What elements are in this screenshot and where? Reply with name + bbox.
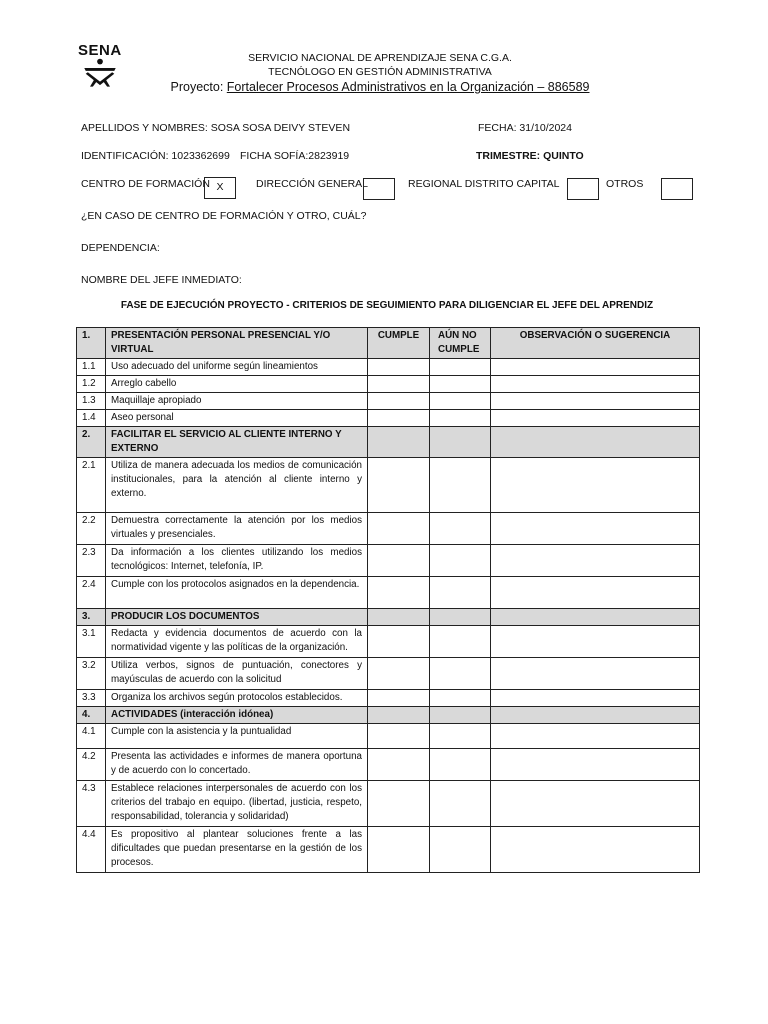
ficha-field: FICHA SOFÍA:2823919	[240, 150, 350, 162]
criteria-row	[77, 513, 700, 545]
institution-title: SERVICIO NACIONAL DE APRENDIZAJE SENA C.G.A.	[248, 52, 512, 64]
criteria-number: 2.1	[77, 458, 106, 513]
no-cumple-cell[interactable]	[430, 545, 491, 577]
no-cumple-cell[interactable]	[430, 827, 491, 873]
observation-cell[interactable]	[491, 781, 700, 827]
observation-cell[interactable]	[491, 827, 700, 873]
observation-cell[interactable]	[491, 393, 700, 410]
criteria-row	[77, 393, 700, 410]
criteria-text: Es propositivo al plantear soluciones frente a las dificultades que puedan presentarse en la gestión de los procesos.	[106, 827, 368, 873]
criteria-row	[77, 376, 700, 393]
section-title: PRESENTACIÓN PERSONAL PRESENCIAL Y/O VIRTUAL	[106, 328, 368, 359]
col-obs-header: OBSERVACIÓN O SUGERENCIA	[491, 328, 700, 359]
no-cumple-cell[interactable]	[430, 427, 491, 458]
observation-cell[interactable]	[491, 545, 700, 577]
no-cumple-cell[interactable]	[430, 658, 491, 690]
criteria-number: 2.3	[77, 545, 106, 577]
criteria-number: 4.1	[77, 724, 106, 749]
cumple-cell[interactable]	[368, 749, 430, 781]
cumple-cell[interactable]	[368, 707, 430, 724]
criteria-text: Uso adecuado del uniforme según lineamientos	[106, 359, 368, 376]
observation-cell[interactable]	[491, 658, 700, 690]
criteria-text: Presenta las actividades e informes de manera oportuna y de acuerdo con lo concertado.	[106, 749, 368, 781]
cumple-cell[interactable]	[368, 577, 430, 609]
cumple-cell[interactable]	[368, 513, 430, 545]
project-line	[140, 80, 620, 94]
jefe-field: NOMBRE DEL JEFE INMEDIATO:	[81, 274, 242, 286]
criteria-row	[77, 690, 700, 707]
cumple-cell[interactable]	[368, 724, 430, 749]
criteria-number: 3.1	[77, 626, 106, 658]
no-cumple-cell[interactable]	[430, 359, 491, 376]
no-cumple-cell[interactable]	[430, 513, 491, 545]
criteria-text: Cumple con los protocolos asignados en la dependencia.	[106, 577, 368, 609]
trimestre-field: TRIMESTRE: QUINTO	[476, 150, 584, 162]
section-row	[77, 427, 700, 458]
section-number: 2.	[77, 427, 106, 458]
criteria-row	[77, 410, 700, 427]
no-cumple-cell[interactable]	[430, 724, 491, 749]
criteria-text: Aseo personal	[106, 410, 368, 427]
section-row	[77, 328, 700, 359]
criteria-text: Redacta y evidencia documentos de acuerdo con la normatividad vigente y las políticas de la organización.	[106, 626, 368, 658]
criteria-number: 1.1	[77, 359, 106, 376]
project-name: Fortalecer Procesos Administrativos en la Organización – 886589	[226, 80, 590, 94]
criteria-number: 2.2	[77, 513, 106, 545]
criteria-row	[77, 749, 700, 781]
criteria-number: 4.2	[77, 749, 106, 781]
phase-title: FASE DE EJECUCIÓN PROYECTO - CRITERIOS DE SEGUIMIENTO PARA DILIGENCIAR EL JEFE DEL APRENDIZ	[120, 300, 654, 311]
observation-cell[interactable]	[491, 577, 700, 609]
id-field: IDENTIFICACIÓN: 1023362699	[81, 150, 230, 162]
sena-logo-text: SENA	[78, 42, 122, 59]
project-label: Proyecto:	[170, 80, 224, 94]
no-cumple-cell[interactable]	[430, 690, 491, 707]
section-number: 1.	[77, 328, 106, 359]
observation-cell[interactable]	[491, 724, 700, 749]
name-field: APELLIDOS Y NOMBRES: SOSA SOSA DEIVY STEVEN	[81, 122, 351, 134]
cumple-cell[interactable]	[368, 410, 430, 427]
cual-question: ¿EN CASO DE CENTRO DE FORMACIÓN Y OTRO, CUÁL?	[81, 210, 367, 222]
no-cumple-cell[interactable]	[430, 707, 491, 724]
regional-checkbox[interactable]	[567, 178, 599, 200]
cumple-cell[interactable]	[368, 393, 430, 410]
observation-cell[interactable]	[491, 376, 700, 393]
observation-cell[interactable]	[491, 707, 700, 724]
no-cumple-cell[interactable]	[430, 458, 491, 513]
criteria-text: Utiliza verbos, signos de puntuación, conectores y mayúsculas de acuerdo con la solicitud	[106, 658, 368, 690]
criteria-text: Organiza los archivos según protocolos establecidos.	[106, 690, 368, 707]
observation-cell[interactable]	[491, 427, 700, 458]
observation-cell[interactable]	[491, 690, 700, 707]
observation-cell[interactable]	[491, 458, 700, 513]
centro-checkbox[interactable]: X	[204, 177, 236, 199]
criteria-number: 1.4	[77, 410, 106, 427]
program-title: TECNÓLOGO EN GESTIÓN ADMINISTRATIVA	[268, 66, 492, 78]
criteria-number: 4.4	[77, 827, 106, 873]
col-cumple-header: CUMPLE	[368, 328, 430, 359]
otros-label: OTROS	[606, 178, 644, 190]
criteria-number: 1.3	[77, 393, 106, 410]
criteria-row	[77, 724, 700, 749]
observation-cell[interactable]	[491, 626, 700, 658]
criteria-text: Demuestra correctamente la atención por los medios virtuales y presenciales.	[106, 513, 368, 545]
criteria-text: Da información a los clientes utilizando los medios tecnológicos: Internet, telefonía, IP.	[106, 545, 368, 577]
cumple-cell[interactable]	[368, 781, 430, 827]
cumple-cell[interactable]	[368, 626, 430, 658]
criteria-number: 3.3	[77, 690, 106, 707]
no-cumple-cell[interactable]	[430, 749, 491, 781]
criteria-number: 2.4	[77, 577, 106, 609]
section-row	[77, 707, 700, 724]
cumple-cell[interactable]	[368, 609, 430, 626]
criteria-text: Utiliza de manera adecuada los medios de comunicación institucionales, para la atención al cliente interno y externo.	[106, 458, 368, 513]
no-cumple-cell[interactable]	[430, 376, 491, 393]
criteria-row	[77, 458, 700, 513]
col-no-cumple-header: AÚN NO CUMPLE	[430, 328, 491, 359]
cumple-cell[interactable]	[368, 827, 430, 873]
observation-cell[interactable]	[491, 410, 700, 427]
observation-cell[interactable]	[491, 609, 700, 626]
no-cumple-cell[interactable]	[430, 410, 491, 427]
criteria-table	[76, 327, 700, 873]
cumple-cell[interactable]	[368, 545, 430, 577]
criteria-row	[77, 626, 700, 658]
section-title: ACTIVIDADES (interacción idónea)	[106, 707, 368, 724]
direccion-label: DIRECCIÓN GENERAL	[256, 178, 369, 190]
criteria-row	[77, 577, 700, 609]
otros-checkbox[interactable]	[661, 178, 693, 200]
no-cumple-cell[interactable]	[430, 577, 491, 609]
cumple-cell[interactable]	[368, 359, 430, 376]
section-title: FACILITAR EL SERVICIO AL CLIENTE INTERNO Y EXTERNO	[106, 427, 368, 458]
criteria-row	[77, 359, 700, 376]
criteria-number: 1.2	[77, 376, 106, 393]
criteria-text: Maquillaje apropiado	[106, 393, 368, 410]
cumple-cell[interactable]	[368, 458, 430, 513]
section-title: PRODUCIR LOS DOCUMENTOS	[106, 609, 368, 626]
criteria-text: Cumple con la asistencia y la puntualidad	[106, 724, 368, 749]
criteria-text: Establece relaciones interpersonales de acuerdo con los criterios del trabajo en equipo. (libertad, justicia, respeto, responsabilidad, tolerancia y solidaridad)	[106, 781, 368, 827]
date-field: FECHA: 31/10/2024	[478, 122, 572, 134]
cumple-cell[interactable]	[368, 376, 430, 393]
cumple-cell[interactable]	[368, 690, 430, 707]
sena-logo-icon	[72, 58, 128, 98]
regional-label: REGIONAL DISTRITO CAPITAL	[408, 178, 560, 190]
criteria-row	[77, 827, 700, 873]
section-number: 3.	[77, 609, 106, 626]
criteria-row	[77, 658, 700, 690]
observation-cell[interactable]	[491, 513, 700, 545]
criteria-number: 4.3	[77, 781, 106, 827]
observation-cell[interactable]	[491, 359, 700, 376]
no-cumple-cell[interactable]	[430, 393, 491, 410]
cumple-cell[interactable]	[368, 427, 430, 458]
criteria-text: Arreglo cabello	[106, 376, 368, 393]
observation-cell[interactable]	[491, 749, 700, 781]
section-number: 4.	[77, 707, 106, 724]
criteria-number: 3.2	[77, 658, 106, 690]
direccion-checkbox[interactable]	[363, 178, 395, 200]
section-row	[77, 609, 700, 626]
no-cumple-cell[interactable]	[430, 626, 491, 658]
no-cumple-cell[interactable]	[430, 609, 491, 626]
cumple-cell[interactable]	[368, 658, 430, 690]
centro-label: CENTRO DE FORMACIÓN	[81, 178, 210, 190]
dependencia-field: DEPENDENCIA:	[81, 242, 160, 254]
no-cumple-cell[interactable]	[430, 781, 491, 827]
criteria-row	[77, 545, 700, 577]
criteria-row	[77, 781, 700, 827]
